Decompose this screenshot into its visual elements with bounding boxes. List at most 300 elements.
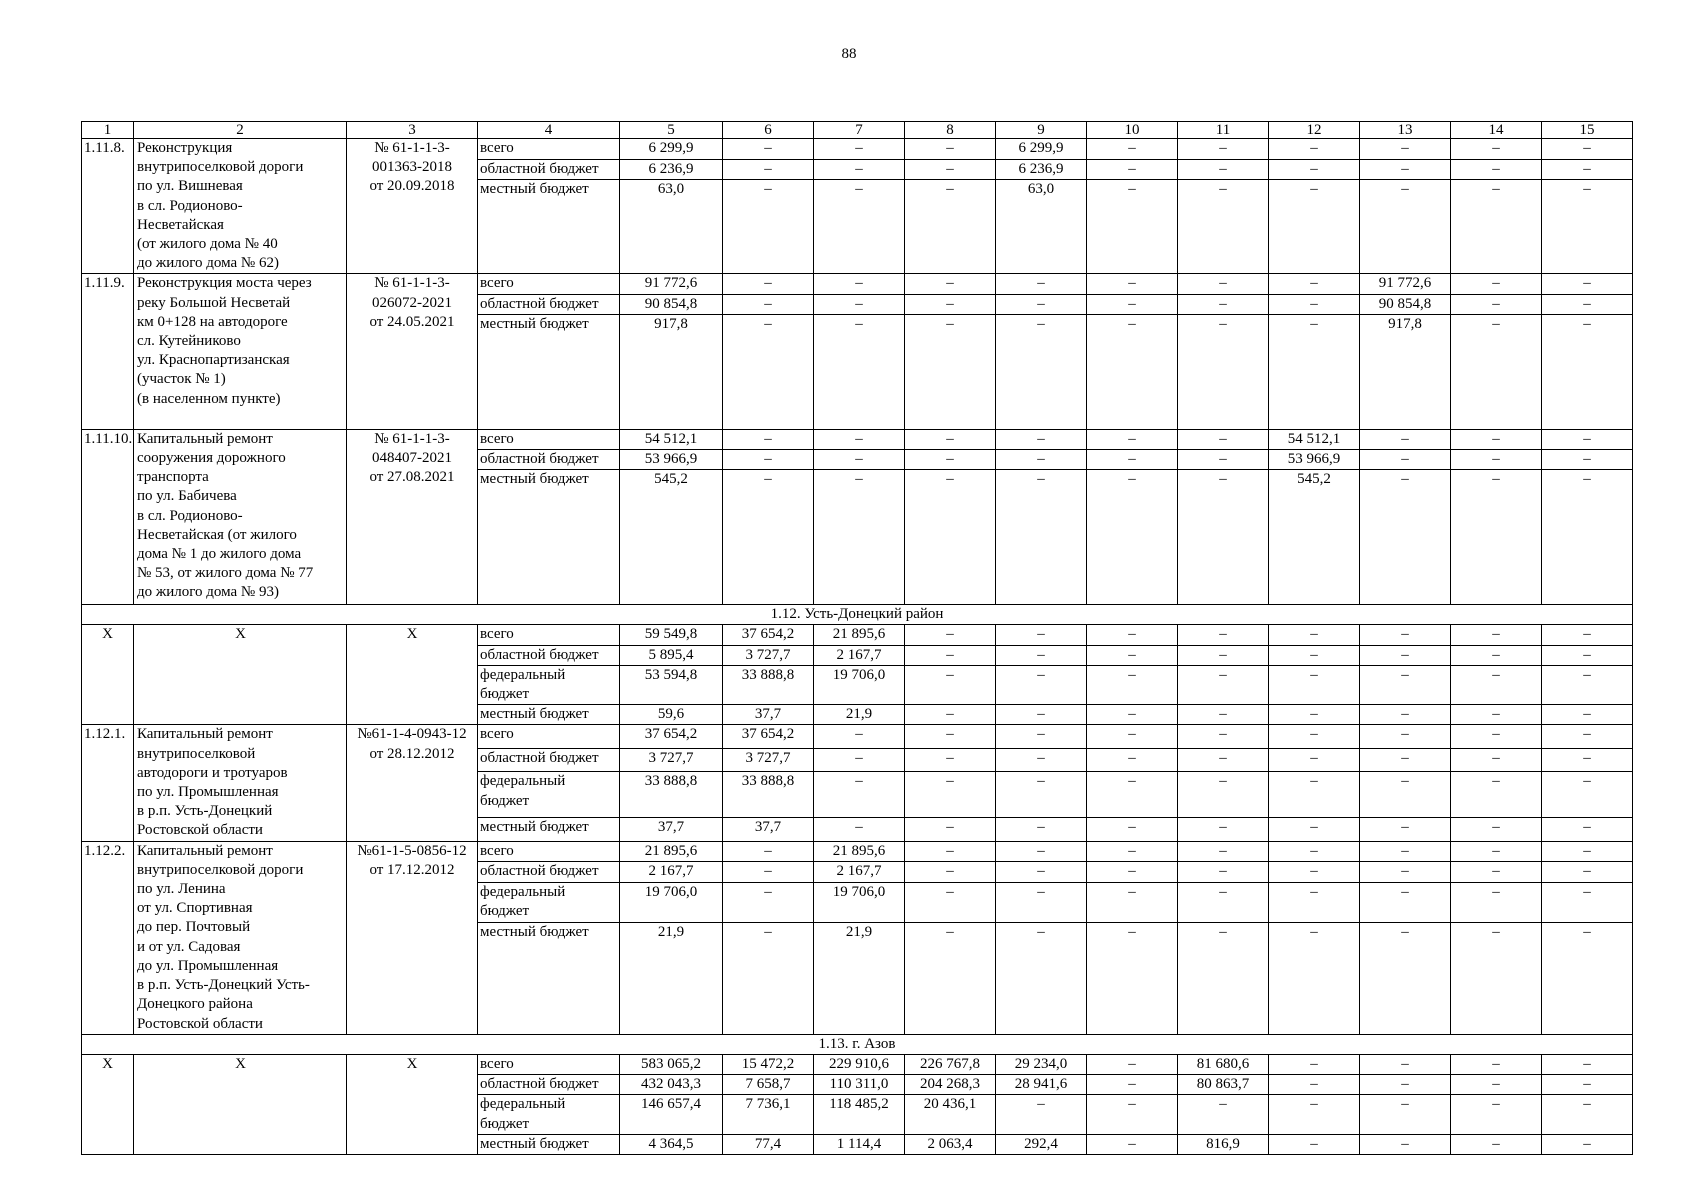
item-name-line: в р.п. Усть-Донецкий	[137, 803, 273, 820]
value-cell: –	[1269, 841, 1360, 862]
value-cell: 37,7	[723, 705, 814, 725]
funding-source-label: местный бюджет	[478, 705, 620, 725]
value-cell: –	[1178, 665, 1269, 704]
value-cell: –	[814, 314, 905, 429]
value-cell: –	[996, 1095, 1087, 1134]
value-cell: –	[1269, 1054, 1360, 1074]
value-cell: –	[1542, 841, 1633, 862]
value-cell: –	[1360, 180, 1451, 274]
value-cell: –	[1542, 772, 1633, 818]
item-name-line: до жилого дома № 62)	[137, 255, 279, 272]
funding-source-label: всего	[478, 274, 620, 294]
column-number-cell: 9	[996, 122, 1087, 139]
value-cell: –	[1451, 862, 1542, 883]
value-cell: 4 364,5	[620, 1134, 723, 1154]
value-cell: –	[1087, 314, 1178, 429]
item-name-line: внутрипоселковой дороги	[137, 861, 304, 878]
column-number-cell: 8	[905, 122, 996, 139]
value-cell: 118 485,2	[814, 1095, 905, 1134]
value-cell: –	[1269, 645, 1360, 665]
item-name-line: по ул. Ленина	[137, 881, 226, 898]
item-number: 1.12.1.	[82, 725, 134, 841]
table-row	[82, 725, 1633, 748]
value-cell: –	[723, 922, 814, 1034]
value-cell: –	[1451, 294, 1542, 314]
value-cell: –	[1087, 841, 1178, 862]
value-cell: 21 895,6	[814, 625, 905, 645]
value-cell: –	[1087, 1054, 1178, 1074]
value-cell: –	[905, 922, 996, 1034]
funding-source-label: областной бюджет	[478, 1075, 620, 1095]
table-row	[82, 841, 1633, 862]
value-cell: –	[1087, 294, 1178, 314]
value-cell: –	[1087, 882, 1178, 922]
funding-source-label: областной бюджет	[478, 748, 620, 771]
value-cell: –	[1451, 1134, 1542, 1154]
item-name-line: Х	[235, 1055, 246, 1072]
item-name	[134, 625, 347, 725]
value-cell: 37,7	[620, 818, 723, 842]
value-cell: –	[1451, 772, 1542, 818]
value-cell: 37,7	[723, 818, 814, 842]
value-cell: 2 167,7	[620, 862, 723, 883]
item-name-line: Несветайская	[137, 216, 224, 233]
value-cell: –	[1451, 450, 1542, 470]
item-name-line: км 0+128 на автодороге	[137, 313, 288, 330]
item-code-line: 026072-2021	[372, 294, 452, 311]
value-cell: –	[1178, 841, 1269, 862]
value-cell: –	[905, 772, 996, 818]
item-name-line: дома № 1 до жилого дома	[137, 546, 302, 563]
value-cell: –	[905, 705, 996, 725]
value-cell: –	[1451, 725, 1542, 748]
value-cell: –	[1360, 818, 1451, 842]
value-cell: –	[1087, 645, 1178, 665]
value-cell: –	[1087, 450, 1178, 470]
value-cell: 229 910,6	[814, 1054, 905, 1074]
funding-source-label: местный бюджет	[478, 818, 620, 842]
item-name-line: Реконструкция	[137, 140, 233, 156]
value-cell: –	[1542, 450, 1633, 470]
value-cell: 81 680,6	[1178, 1054, 1269, 1074]
value-cell: –	[1269, 314, 1360, 429]
value-cell: –	[1269, 922, 1360, 1034]
value-cell: –	[814, 274, 905, 294]
item-code	[347, 725, 478, 841]
value-cell: –	[1360, 1054, 1451, 1074]
value-cell: –	[1542, 748, 1633, 771]
value-cell: –	[1451, 159, 1542, 180]
value-cell: –	[996, 665, 1087, 704]
value-cell: –	[1087, 470, 1178, 605]
item-name-line: сооружения дорожного	[137, 450, 286, 467]
funding-source-label: местный бюджет	[478, 470, 620, 605]
value-cell: 54 512,1	[1269, 429, 1360, 449]
value-cell: 63,0	[996, 180, 1087, 274]
item-number: Х	[82, 1054, 134, 1154]
value-cell: –	[1542, 818, 1633, 842]
column-number-cell: 1	[82, 122, 134, 139]
value-cell: 545,2	[1269, 470, 1360, 605]
value-cell: –	[1542, 862, 1633, 883]
value-cell: 583 065,2	[620, 1054, 723, 1074]
value-cell: –	[905, 159, 996, 180]
value-cell: 90 854,8	[1360, 294, 1451, 314]
section-row	[82, 1034, 1633, 1054]
column-number-cell: 4	[478, 122, 620, 139]
funding-source-label: федеральный бюджет	[478, 772, 620, 818]
value-cell: 432 043,3	[620, 1075, 723, 1095]
value-cell: –	[905, 725, 996, 748]
value-cell: –	[1451, 625, 1542, 645]
column-number-cell: 6	[723, 122, 814, 139]
value-cell: –	[996, 705, 1087, 725]
value-cell: –	[905, 882, 996, 922]
value-cell: 7 736,1	[723, 1095, 814, 1134]
item-name-line: транспорта	[137, 469, 209, 486]
item-code-line: от 28.12.2012	[369, 745, 455, 762]
value-cell: –	[1360, 139, 1451, 160]
item-name-line: и от ул. Садовая	[137, 938, 241, 955]
value-cell: –	[1451, 1075, 1542, 1095]
item-name-line: сл. Кутейниково	[137, 333, 241, 350]
item-name-line: Реконструкция моста через	[137, 275, 312, 292]
value-cell: –	[1360, 882, 1451, 922]
funding-source-label: областной бюджет	[478, 450, 620, 470]
value-cell: –	[905, 665, 996, 704]
item-code-line: от 27.08.2021	[369, 469, 455, 486]
value-cell: –	[1087, 180, 1178, 274]
value-cell: 204 268,3	[905, 1075, 996, 1095]
funding-source-label: областной бюджет	[478, 862, 620, 883]
item-name	[134, 1054, 347, 1154]
value-cell: 2 167,7	[814, 862, 905, 883]
value-cell: –	[1542, 725, 1633, 748]
value-cell: 33 888,8	[723, 772, 814, 818]
value-cell: –	[905, 748, 996, 771]
column-number-cell: 10	[1087, 122, 1178, 139]
item-name	[134, 725, 347, 841]
value-cell: –	[905, 429, 996, 449]
funding-source-label: областной бюджет	[478, 294, 620, 314]
page-number: 88	[841, 46, 857, 62]
value-cell: 917,8	[620, 314, 723, 429]
value-cell: –	[1178, 922, 1269, 1034]
value-cell: –	[1360, 665, 1451, 704]
value-cell: –	[1542, 470, 1633, 605]
value-cell: –	[905, 818, 996, 842]
value-cell: 20 436,1	[905, 1095, 996, 1134]
value-cell: –	[1360, 841, 1451, 862]
value-cell: 21 895,6	[620, 841, 723, 862]
item-name-line: в р.п. Усть-Донецкий Усть-	[137, 977, 310, 994]
value-cell: –	[996, 862, 1087, 883]
value-cell: –	[814, 294, 905, 314]
value-cell: 6 299,9	[620, 139, 723, 160]
value-cell: –	[1360, 1095, 1451, 1134]
value-cell: 545,2	[620, 470, 723, 605]
value-cell: –	[1360, 1075, 1451, 1095]
item-number: 1.11.10.	[82, 429, 134, 604]
value-cell: –	[723, 159, 814, 180]
value-cell: –	[1542, 1134, 1633, 1154]
value-cell: 37 654,2	[620, 725, 723, 748]
value-cell: –	[1542, 139, 1633, 160]
value-cell: –	[1360, 159, 1451, 180]
value-cell: –	[996, 645, 1087, 665]
value-cell: 2 063,4	[905, 1134, 996, 1154]
value-cell: –	[1269, 665, 1360, 704]
value-cell: –	[1451, 274, 1542, 294]
funding-source-label: местный бюджет	[478, 180, 620, 274]
value-cell: –	[1269, 882, 1360, 922]
value-cell: –	[723, 314, 814, 429]
column-number-cell: 2	[134, 122, 347, 139]
column-number-cell: 7	[814, 122, 905, 139]
value-cell: –	[996, 470, 1087, 605]
value-cell: 19 706,0	[620, 882, 723, 922]
funding-source-label: федеральный бюджет	[478, 1095, 620, 1134]
item-name-line: (участок № 1)	[137, 371, 226, 388]
item-code-line: от 17.12.2012	[369, 861, 455, 878]
value-cell: –	[1542, 1054, 1633, 1074]
value-cell: –	[1178, 818, 1269, 842]
item-code	[347, 274, 478, 429]
value-cell: –	[723, 882, 814, 922]
value-cell: –	[1087, 748, 1178, 771]
value-cell: –	[1360, 450, 1451, 470]
value-cell: –	[1360, 705, 1451, 725]
value-cell: –	[1087, 725, 1178, 748]
value-cell: –	[996, 274, 1087, 294]
value-cell: –	[1087, 159, 1178, 180]
value-cell: –	[1542, 274, 1633, 294]
item-code-line: № 61-1-1-3-	[374, 430, 450, 447]
value-cell: 3 727,7	[620, 748, 723, 771]
value-cell: –	[905, 294, 996, 314]
value-cell: –	[996, 922, 1087, 1034]
item-name-line: по ул. Промышленная	[137, 784, 279, 801]
value-cell: –	[1269, 1075, 1360, 1095]
value-cell: –	[1451, 314, 1542, 429]
section-row	[82, 605, 1633, 625]
value-cell: 37 654,2	[723, 625, 814, 645]
value-cell: 53 594,8	[620, 665, 723, 704]
table-row	[82, 274, 1633, 294]
item-name-line: Несветайская (от жилого	[137, 526, 297, 543]
funding-source-label: местный бюджет	[478, 922, 620, 1034]
value-cell: –	[1542, 922, 1633, 1034]
value-cell: 53 966,9	[1269, 450, 1360, 470]
item-code	[347, 625, 478, 725]
table-row	[82, 625, 1633, 645]
value-cell: –	[996, 748, 1087, 771]
value-cell: –	[1360, 429, 1451, 449]
item-number: 1.12.2.	[82, 841, 134, 1034]
value-cell: –	[1451, 665, 1542, 704]
item-name-line: (от жилого дома № 40	[137, 236, 278, 253]
value-cell: –	[1542, 294, 1633, 314]
value-cell: –	[1087, 818, 1178, 842]
funding-source-label: федеральный бюджет	[478, 882, 620, 922]
item-name-line: внутрипоселковой дороги	[137, 159, 304, 176]
value-cell: –	[1360, 748, 1451, 771]
value-cell: –	[905, 139, 996, 160]
funding-source-label: всего	[478, 841, 620, 862]
item-name-line: Ростовской области	[137, 822, 263, 839]
value-cell: 21 895,6	[814, 841, 905, 862]
value-cell: –	[996, 429, 1087, 449]
value-cell: –	[1360, 772, 1451, 818]
value-cell: –	[1360, 645, 1451, 665]
value-cell: 33 888,8	[723, 665, 814, 704]
column-number-cell: 5	[620, 122, 723, 139]
value-cell: –	[1451, 705, 1542, 725]
value-cell: –	[1360, 725, 1451, 748]
value-cell: –	[1451, 922, 1542, 1034]
value-cell: –	[905, 841, 996, 862]
column-number-cell: 13	[1360, 122, 1451, 139]
value-cell: –	[996, 625, 1087, 645]
item-code	[347, 1054, 478, 1154]
value-cell: –	[905, 180, 996, 274]
value-cell: –	[905, 625, 996, 645]
value-cell: –	[1451, 818, 1542, 842]
value-cell: –	[1360, 862, 1451, 883]
value-cell: –	[1178, 645, 1269, 665]
value-cell: –	[1087, 1095, 1178, 1134]
item-code-line: Х	[406, 1055, 418, 1072]
item-code-line: Х	[406, 626, 418, 643]
value-cell: –	[1087, 862, 1178, 883]
value-cell: –	[723, 180, 814, 274]
value-cell: –	[1178, 1095, 1269, 1134]
value-cell: 53 966,9	[620, 450, 723, 470]
item-name-line: в сл. Родионово-	[137, 197, 243, 214]
item-name-line: (в населенном пункте)	[137, 390, 281, 407]
value-cell: –	[1360, 470, 1451, 605]
value-cell: –	[814, 159, 905, 180]
value-cell: –	[1087, 429, 1178, 449]
value-cell: 146 657,4	[620, 1095, 723, 1134]
value-cell: 91 772,6	[620, 274, 723, 294]
column-number-cell: 12	[1269, 122, 1360, 139]
value-cell: –	[1360, 922, 1451, 1034]
value-cell: –	[1178, 862, 1269, 883]
value-cell: –	[1087, 772, 1178, 818]
funding-source-label: областной бюджет	[478, 159, 620, 180]
item-code-line: от 24.05.2021	[369, 313, 455, 330]
value-cell: –	[1451, 1054, 1542, 1074]
value-cell: 917,8	[1360, 314, 1451, 429]
item-code-line: №61-1-5-0856-12	[357, 842, 467, 859]
value-cell: –	[1451, 645, 1542, 665]
value-cell: 3 727,7	[723, 645, 814, 665]
item-name-line: по ул. Вишневая	[137, 178, 243, 195]
item-name	[134, 274, 347, 429]
table-row	[82, 1054, 1633, 1074]
value-cell: 19 706,0	[814, 882, 905, 922]
value-cell: –	[1178, 180, 1269, 274]
value-cell: –	[996, 725, 1087, 748]
item-name-line: Капитальный ремонт	[137, 430, 273, 447]
funding-source-label: всего	[478, 625, 620, 645]
value-cell: –	[1269, 180, 1360, 274]
value-cell: –	[996, 294, 1087, 314]
value-cell: 90 854,8	[620, 294, 723, 314]
funding-source-label: федеральный бюджет	[478, 665, 620, 704]
item-name-line: в сл. Родионово-	[137, 507, 243, 524]
value-cell: –	[723, 841, 814, 862]
value-cell: 54 512,1	[620, 429, 723, 449]
value-cell: 37 654,2	[723, 725, 814, 748]
value-cell: –	[723, 450, 814, 470]
item-code	[347, 139, 478, 274]
value-cell: –	[996, 841, 1087, 862]
value-cell: –	[1269, 159, 1360, 180]
value-cell: –	[1269, 748, 1360, 771]
value-cell: –	[905, 470, 996, 605]
value-cell: –	[1542, 645, 1633, 665]
item-name-line: по ул. Бабичева	[137, 488, 237, 505]
value-cell: –	[1087, 139, 1178, 160]
value-cell: 110 311,0	[814, 1075, 905, 1095]
item-name-line: № 53, от жилого дома № 77	[137, 565, 314, 582]
value-cell: –	[1542, 314, 1633, 429]
value-cell: –	[814, 139, 905, 160]
item-name-line: реку Большой Несветай	[137, 294, 291, 311]
value-cell: –	[1542, 882, 1633, 922]
value-cell: –	[1542, 159, 1633, 180]
value-cell: 21,9	[814, 705, 905, 725]
value-cell: –	[723, 470, 814, 605]
value-cell: –	[1178, 274, 1269, 294]
value-cell: –	[1451, 748, 1542, 771]
value-cell: –	[1178, 294, 1269, 314]
item-code-line: № 61-1-1-3-	[374, 275, 450, 292]
value-cell: –	[1542, 429, 1633, 449]
value-cell: 226 767,8	[905, 1054, 996, 1074]
item-name-line: автодороги и тротуаров	[137, 764, 288, 781]
value-cell: –	[1542, 180, 1633, 274]
item-name	[134, 139, 347, 274]
item-code-line: 001363-2018	[372, 159, 452, 176]
value-cell: –	[996, 314, 1087, 429]
funding-source-label: местный бюджет	[478, 1134, 620, 1154]
item-name-line: Х	[235, 626, 246, 643]
item-code-line: № 61-1-1-3-	[374, 140, 450, 156]
budget-table-wrapper	[81, 121, 1633, 1155]
item-code-line: от 20.09.2018	[369, 178, 455, 195]
value-cell: –	[1178, 625, 1269, 645]
value-cell: 19 706,0	[814, 665, 905, 704]
value-cell: 15 472,2	[723, 1054, 814, 1074]
item-name-line: до жилого дома № 93)	[137, 584, 279, 601]
value-cell: –	[1542, 1075, 1633, 1095]
section-title: 1.12. Усть-Донецкий район	[82, 605, 1633, 625]
funding-source-label: всего	[478, 1054, 620, 1074]
value-cell: –	[905, 862, 996, 883]
value-cell: 33 888,8	[620, 772, 723, 818]
value-cell: –	[1269, 139, 1360, 160]
value-cell: –	[1269, 862, 1360, 883]
budget-table	[81, 121, 1633, 1155]
value-cell: –	[1269, 725, 1360, 748]
item-name-line: до пер. Почтовый	[137, 919, 251, 936]
value-cell: –	[1178, 882, 1269, 922]
item-code-line: №61-1-4-0943-12	[357, 726, 467, 743]
value-cell: –	[814, 450, 905, 470]
